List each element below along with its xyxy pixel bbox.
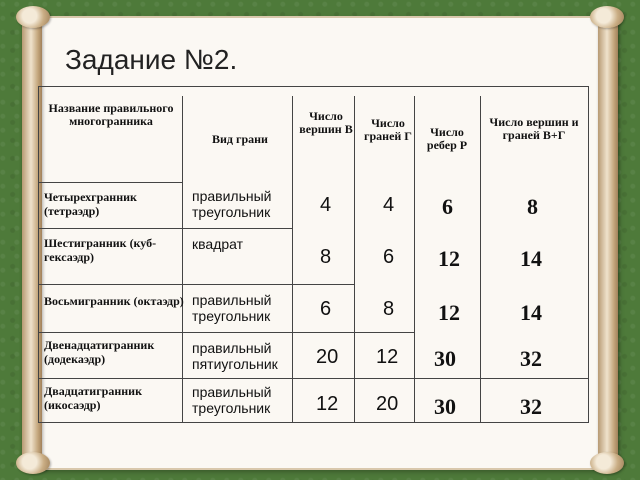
- row4-vertices: 20: [316, 346, 339, 368]
- row5-face: правильный треугольник: [192, 384, 272, 416]
- row5-sum: 32: [520, 394, 542, 419]
- row-divider-3: [38, 284, 354, 285]
- row-divider-5: [38, 378, 588, 379]
- row4-name: Двенадцатигранник (додекаэдр): [44, 338, 155, 366]
- scroll-curl-bottom-left: [16, 452, 50, 474]
- row3-face: правильный треугольник: [192, 292, 272, 324]
- col-divider-3: [354, 96, 355, 423]
- scroll-rod-left: [22, 10, 42, 470]
- row4-edges: 30: [434, 346, 456, 371]
- header-faces: Число граней Г: [364, 116, 412, 143]
- row2-vertices: 8: [320, 246, 332, 268]
- table-border-top: [38, 86, 588, 87]
- row5-faces: 20: [376, 393, 399, 415]
- row3-sum: 14: [520, 300, 542, 325]
- table-border-right: [588, 86, 589, 423]
- row1-faces: 4: [383, 194, 395, 216]
- col-divider-4: [414, 96, 415, 423]
- row4-faces: 12: [376, 346, 399, 368]
- header-edges: Число ребер Р: [426, 125, 468, 152]
- row4-face: правильный пятиугольник: [192, 340, 278, 372]
- row1-sum: 8: [527, 194, 538, 219]
- row-divider-4: [38, 332, 414, 333]
- row-divider-2: [38, 228, 292, 229]
- row3-edges: 12: [438, 300, 460, 325]
- row2-name: Шестигранник (куб-гексаэдр): [44, 236, 157, 264]
- row3-faces: 8: [383, 298, 395, 320]
- row1-name: Четырехгранник (тетраэдр): [44, 190, 137, 218]
- scroll-curl-bottom-right: [590, 452, 624, 474]
- table-border-left: [38, 86, 39, 423]
- row3-vertices: 6: [320, 298, 332, 320]
- scroll-curl-top-left: [16, 6, 50, 28]
- row2-face: квадрат: [192, 236, 244, 252]
- scroll-curl-top-right: [590, 6, 624, 28]
- col-divider-2: [292, 96, 293, 423]
- header-sum: Число вершин и граней В+Г: [489, 115, 579, 142]
- row-divider-1: [38, 182, 182, 183]
- table-border-bottom: [38, 422, 588, 423]
- row3-name: Восьмигранник (октаэдр): [44, 294, 184, 308]
- row1-face: правильный треугольник: [192, 188, 272, 220]
- row2-faces: 6: [383, 246, 395, 268]
- header-face: Вид грани: [212, 132, 268, 146]
- scroll-rod-right: [598, 10, 618, 470]
- header-name: Название правильного многогранника: [48, 101, 174, 128]
- row5-edges: 30: [434, 394, 456, 419]
- row1-vertices: 4: [320, 194, 332, 216]
- header-vertices: Число вершин В: [299, 109, 353, 136]
- col-divider-5: [480, 96, 481, 423]
- row5-vertices: 12: [316, 393, 339, 415]
- row5-name: Двадцатигранник (икосаэдр): [44, 384, 142, 412]
- row1-edges: 6: [442, 194, 453, 219]
- row4-sum: 32: [520, 346, 542, 371]
- page-title: Задание №2.: [65, 44, 238, 75]
- row2-edges: 12: [438, 246, 460, 271]
- row2-sum: 14: [520, 246, 542, 271]
